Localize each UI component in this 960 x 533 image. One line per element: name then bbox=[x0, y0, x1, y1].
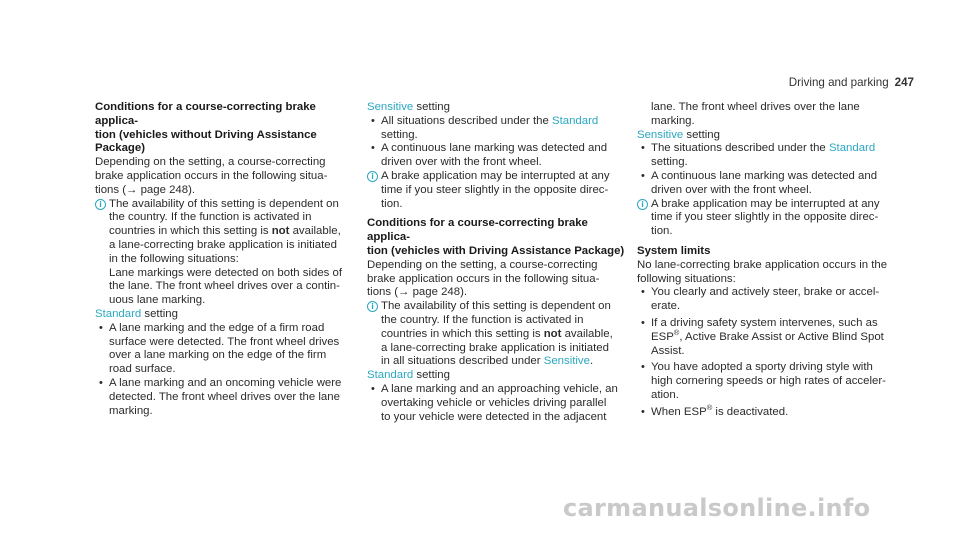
watermark: carmanualsonline.info bbox=[563, 494, 871, 522]
column-1 bbox=[95, 101, 357, 418]
column-3 bbox=[637, 101, 907, 420]
list-item: • A continuous lane marking was detected and driven over with the front wheel. bbox=[641, 169, 878, 196]
page-header bbox=[789, 76, 914, 90]
info-icon: i bbox=[367, 301, 378, 312]
page-number: 247 bbox=[894, 76, 914, 89]
list-item: • A lane marking and the edge of a firm road surface were detected. The front wheel drives over a lane marking on the edge of the firm road surface. bbox=[99, 321, 340, 376]
list-item: • All situations described under the Standard setting. bbox=[371, 114, 599, 141]
bullet-icon: • bbox=[99, 321, 103, 334]
info-note: i A brake application may be interrupted at any time if you steer slightly in the opposite direc- tion. bbox=[367, 170, 629, 211]
list-item: • You have adopted a sporty driving style with high cornering speeds or high rates of acceler- ation. bbox=[641, 361, 886, 401]
bullet-icon: • bbox=[641, 361, 645, 374]
list-item: • The situations described under the Standard setting. bbox=[641, 142, 876, 169]
list-item: • A continuous lane marking was detected and driven over with the front wheel. bbox=[371, 142, 608, 169]
list-item-continuation: lane. The front wheel drives over the lane marking. bbox=[651, 101, 860, 127]
standard-setting-label: Standard setting bbox=[367, 369, 450, 382]
info-note: i The availability of this setting is dependent on the country. If the function is activated in countries in which this setting is not available, a lane-correcting brake application is initiated in all situations described under Sensitive. bbox=[367, 300, 629, 369]
info-note: i A brake application may be interrupted at any time if you steer slightly in the opposite direc- tion. bbox=[637, 198, 907, 239]
bullet-icon: • bbox=[641, 405, 645, 418]
sensitive-setting-label: Sensitive setting bbox=[637, 128, 720, 141]
info-note: i The availability of this setting is dependent on the country. If the function is activated in countries in which this setting is not available, a lane-correcting brake application is initiated in the following situations: Lane markings were detected on both sides of the lane. The front wheel drives over a contin- uous lane marking. bbox=[95, 198, 357, 308]
intro-paragraph: Depending on the setting, a course-correcting brake application occurs in the following situa- tions (→ page 248). bbox=[367, 259, 629, 300]
page-reference-link[interactable]: tions (→ page 248). bbox=[367, 286, 468, 299]
bullet-icon: • bbox=[641, 286, 645, 299]
page-reference-link[interactable]: tions (→ page 248). bbox=[95, 183, 196, 196]
list-item: • You clearly and actively steer, brake or accel- erate. bbox=[641, 286, 880, 313]
standard-setting-label: Standard setting bbox=[95, 307, 178, 320]
system-limits-heading: System limits bbox=[637, 244, 711, 257]
bullet-icon: • bbox=[371, 382, 375, 395]
bullet-icon: • bbox=[371, 142, 375, 155]
heading-without-dap: Conditions for a course-correcting brake applica- tion (vehicles without Driving Assistance Package) bbox=[95, 101, 317, 155]
section-title: Driving and parking bbox=[788, 76, 889, 89]
bullet-icon: • bbox=[99, 376, 103, 389]
column-2 bbox=[367, 101, 629, 424]
list-item: • A lane marking and an oncoming vehicle were detected. The front wheel drives over the lane marking. bbox=[99, 376, 342, 417]
bullet-icon: • bbox=[641, 142, 645, 155]
intro-paragraph: Depending on the setting, a course-correcting brake application occurs in the following situa- tions (→ page 248). bbox=[95, 156, 357, 197]
list-item: • When ESP® is deactivated. bbox=[641, 402, 789, 418]
list-item: • A lane marking and an approaching vehicle, an overtaking vehicle or vehicles driving parallel to your vehicle were detected in the adjacent bbox=[371, 382, 618, 423]
info-icon: i bbox=[95, 199, 106, 210]
info-icon: i bbox=[637, 199, 648, 210]
bullet-icon: • bbox=[371, 114, 375, 127]
heading-with-dap: Conditions for a course-correcting brake applica- tion (vehicles with Driving Assistance Package) bbox=[367, 217, 625, 257]
list-item: • If a driving safety system intervenes, such as ESP®, Active Brake Assist or Active Blind Spot Assist. bbox=[641, 316, 884, 357]
info-icon: i bbox=[367, 171, 378, 182]
bullet-icon: • bbox=[641, 169, 645, 182]
bullet-icon: • bbox=[641, 316, 645, 329]
sensitive-setting-label: Sensitive setting bbox=[367, 101, 450, 113]
limits-intro: No lane-correcting brake application occurs in the following situations: bbox=[637, 258, 888, 285]
